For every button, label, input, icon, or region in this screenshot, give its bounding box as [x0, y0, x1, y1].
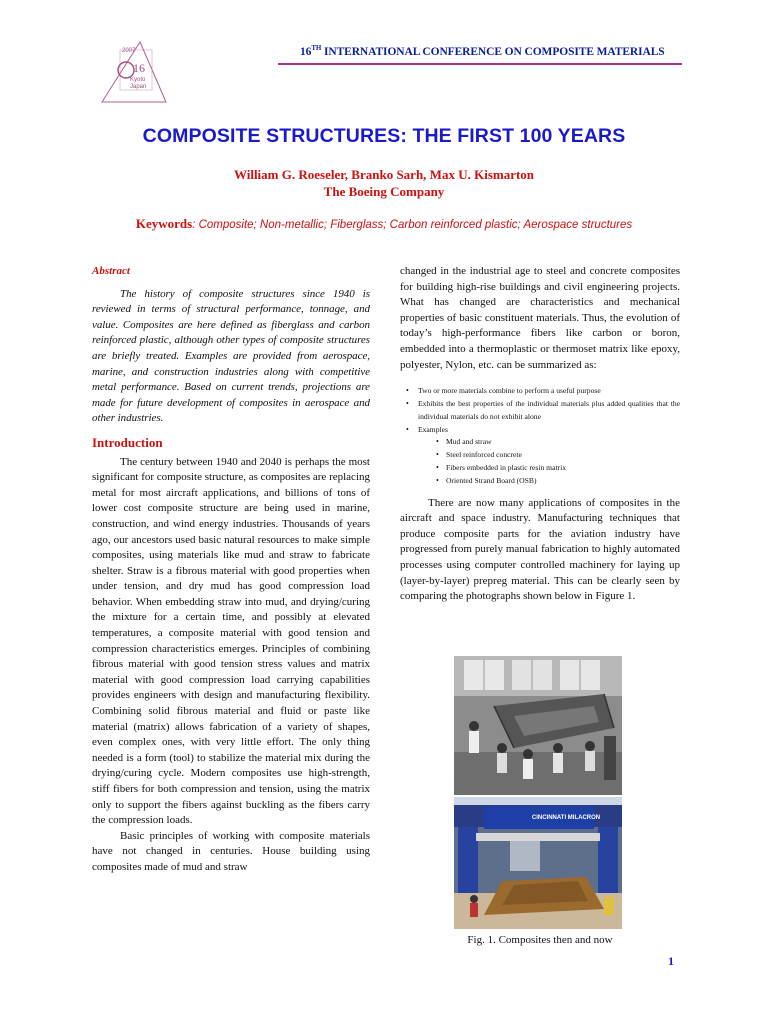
sub-bullet-item: • Fibers embedded in plastic resin matrix	[400, 462, 680, 475]
keywords-text: : Composite; Non-metallic; Fiberglass; Carbon reinforced plastic; Aerospace structures	[192, 219, 633, 231]
modern-fabrication-photo	[454, 797, 622, 929]
authors: William G. Roeseler, Branko Sarh, Max U. Kismarton	[233, 167, 535, 182]
sub-bullet-item: • Steel reinforced concrete	[400, 449, 680, 462]
author-block	[0, 166, 768, 200]
properties-bullet-list	[400, 385, 680, 487]
logo-country: Japan	[130, 84, 147, 90]
header-rule	[278, 63, 682, 65]
page-number: 1	[668, 954, 674, 968]
left-column	[92, 264, 370, 876]
machine-sign: CINCINNATI MILACRON	[531, 815, 601, 821]
paper-title: COMPOSITE STRUCTURES: THE FIRST 100 YEARS	[142, 125, 626, 147]
affiliation: The Boeing Company	[323, 184, 445, 199]
conference-header	[300, 44, 682, 58]
abstract-heading: Abstract	[92, 265, 130, 277]
logo-city: Kyoto	[130, 77, 146, 83]
keywords	[0, 216, 768, 232]
conference-logo-icon	[100, 40, 172, 104]
historic-fabrication-photo	[454, 656, 622, 795]
intro-paragraph-1: The century between 1940 and 2040 is perhaps the most significant for composite structure, as composites are replacing metal for most aircraft applications, and billions of tons of lower cost composite structure are being used in marine, construction, and wind energy industries. Thousands of years ago, our ancestors used basic natural resources to make simple composites, using materials like mud and straw to fabricate shelter. Straw is a fibrous material with good properties when under tension, and dry mud has good compression load behavior. When embedding straw into mud, and drying/curing the mixture for a certain time, and possibly at elevated temperatures, a composite material with good tension and compression characteristics emerges. Principles of combining fibrous material with good tension stress values and matrix material with good compression load carrying capabilities provides engineers with design and manufacturing flexibility. Combining solid fibrous material and fluid or paste like material (matrix) allows fabrication of a variety of shapes, even complex ones, with very little effort. The only thing needed is a form (tool) to stabilize the material mix during the drying/curing cycle. Modern composites use high-strength, stiff fibers for both compression and tension, using the matrix only to support the fibers against buckling as the fibers carry the compression loads.	[92, 455, 370, 827]
right-paragraph-1: changed in the industrial age to steel and concrete composites for building high-rise buildings and civil engineering projects. What has changed are characteristics and mechanical properties of basic constituent materials. Thus, the evolution of today’s high-performance fibers like carbon or boron, embedded into a thermoplastic or thermoset matrix like epoxy, polyester, Nylon, etc. can be summarized as:	[400, 265, 680, 371]
conference-name: INTERNATIONAL CONFERENCE ON COMPOSITE MATERIALS	[321, 45, 665, 58]
right-paragraph-2: There are now many applications of composites in the aircraft and space industry. Manufacturing techniques that produce composite parts for the aviation industry have progressed from purely manual fabrication to highly automated processes using computer controlled machinery for laying up (layer-by-layer) prepreg material. This can be clearly seen by comparing the photographs shown below in Figure 1.	[400, 496, 680, 603]
right-column	[400, 264, 680, 605]
bullet-item: • Two or more materials combine to perform a useful purpose	[400, 385, 680, 398]
introduction-heading: Introduction	[92, 434, 163, 450]
keywords-label: Keywords	[135, 216, 193, 231]
sub-bullet-item: • Oriented Strand Board (OSB)	[400, 475, 680, 488]
conference-number: 16	[300, 45, 312, 58]
bullet-item: • Examples	[400, 424, 680, 437]
logo-year: 2007	[122, 48, 136, 54]
bullet-item: • Exhibits the best properties of the individual materials plus added qualities that the individual materials do not exhibit alone	[400, 398, 680, 424]
abstract-text: The history of composite structures since 1940 is reviewed in terms of structural performance, tonnage, and value. Composites are here defined as fiberglass and carbon reinforced plastic, although other types of composite structures are briefly treated. Examples are provided from aerospace, marine, and construction industries along with competitive metal performance. Based on current trends, projections are made for future development of composites in aerospace and other industries.	[92, 287, 370, 425]
conference-ordinal: TH	[311, 44, 322, 52]
sub-bullet-item: • Mud and straw	[400, 436, 680, 449]
figure-caption: Fig. 1. Composites then and now	[467, 934, 613, 946]
logo-number: 16	[133, 61, 145, 75]
intro-paragraph-2: Basic principles of working with composite materials have not changed in centuries. House building using composites made of mud and straw	[92, 829, 370, 873]
